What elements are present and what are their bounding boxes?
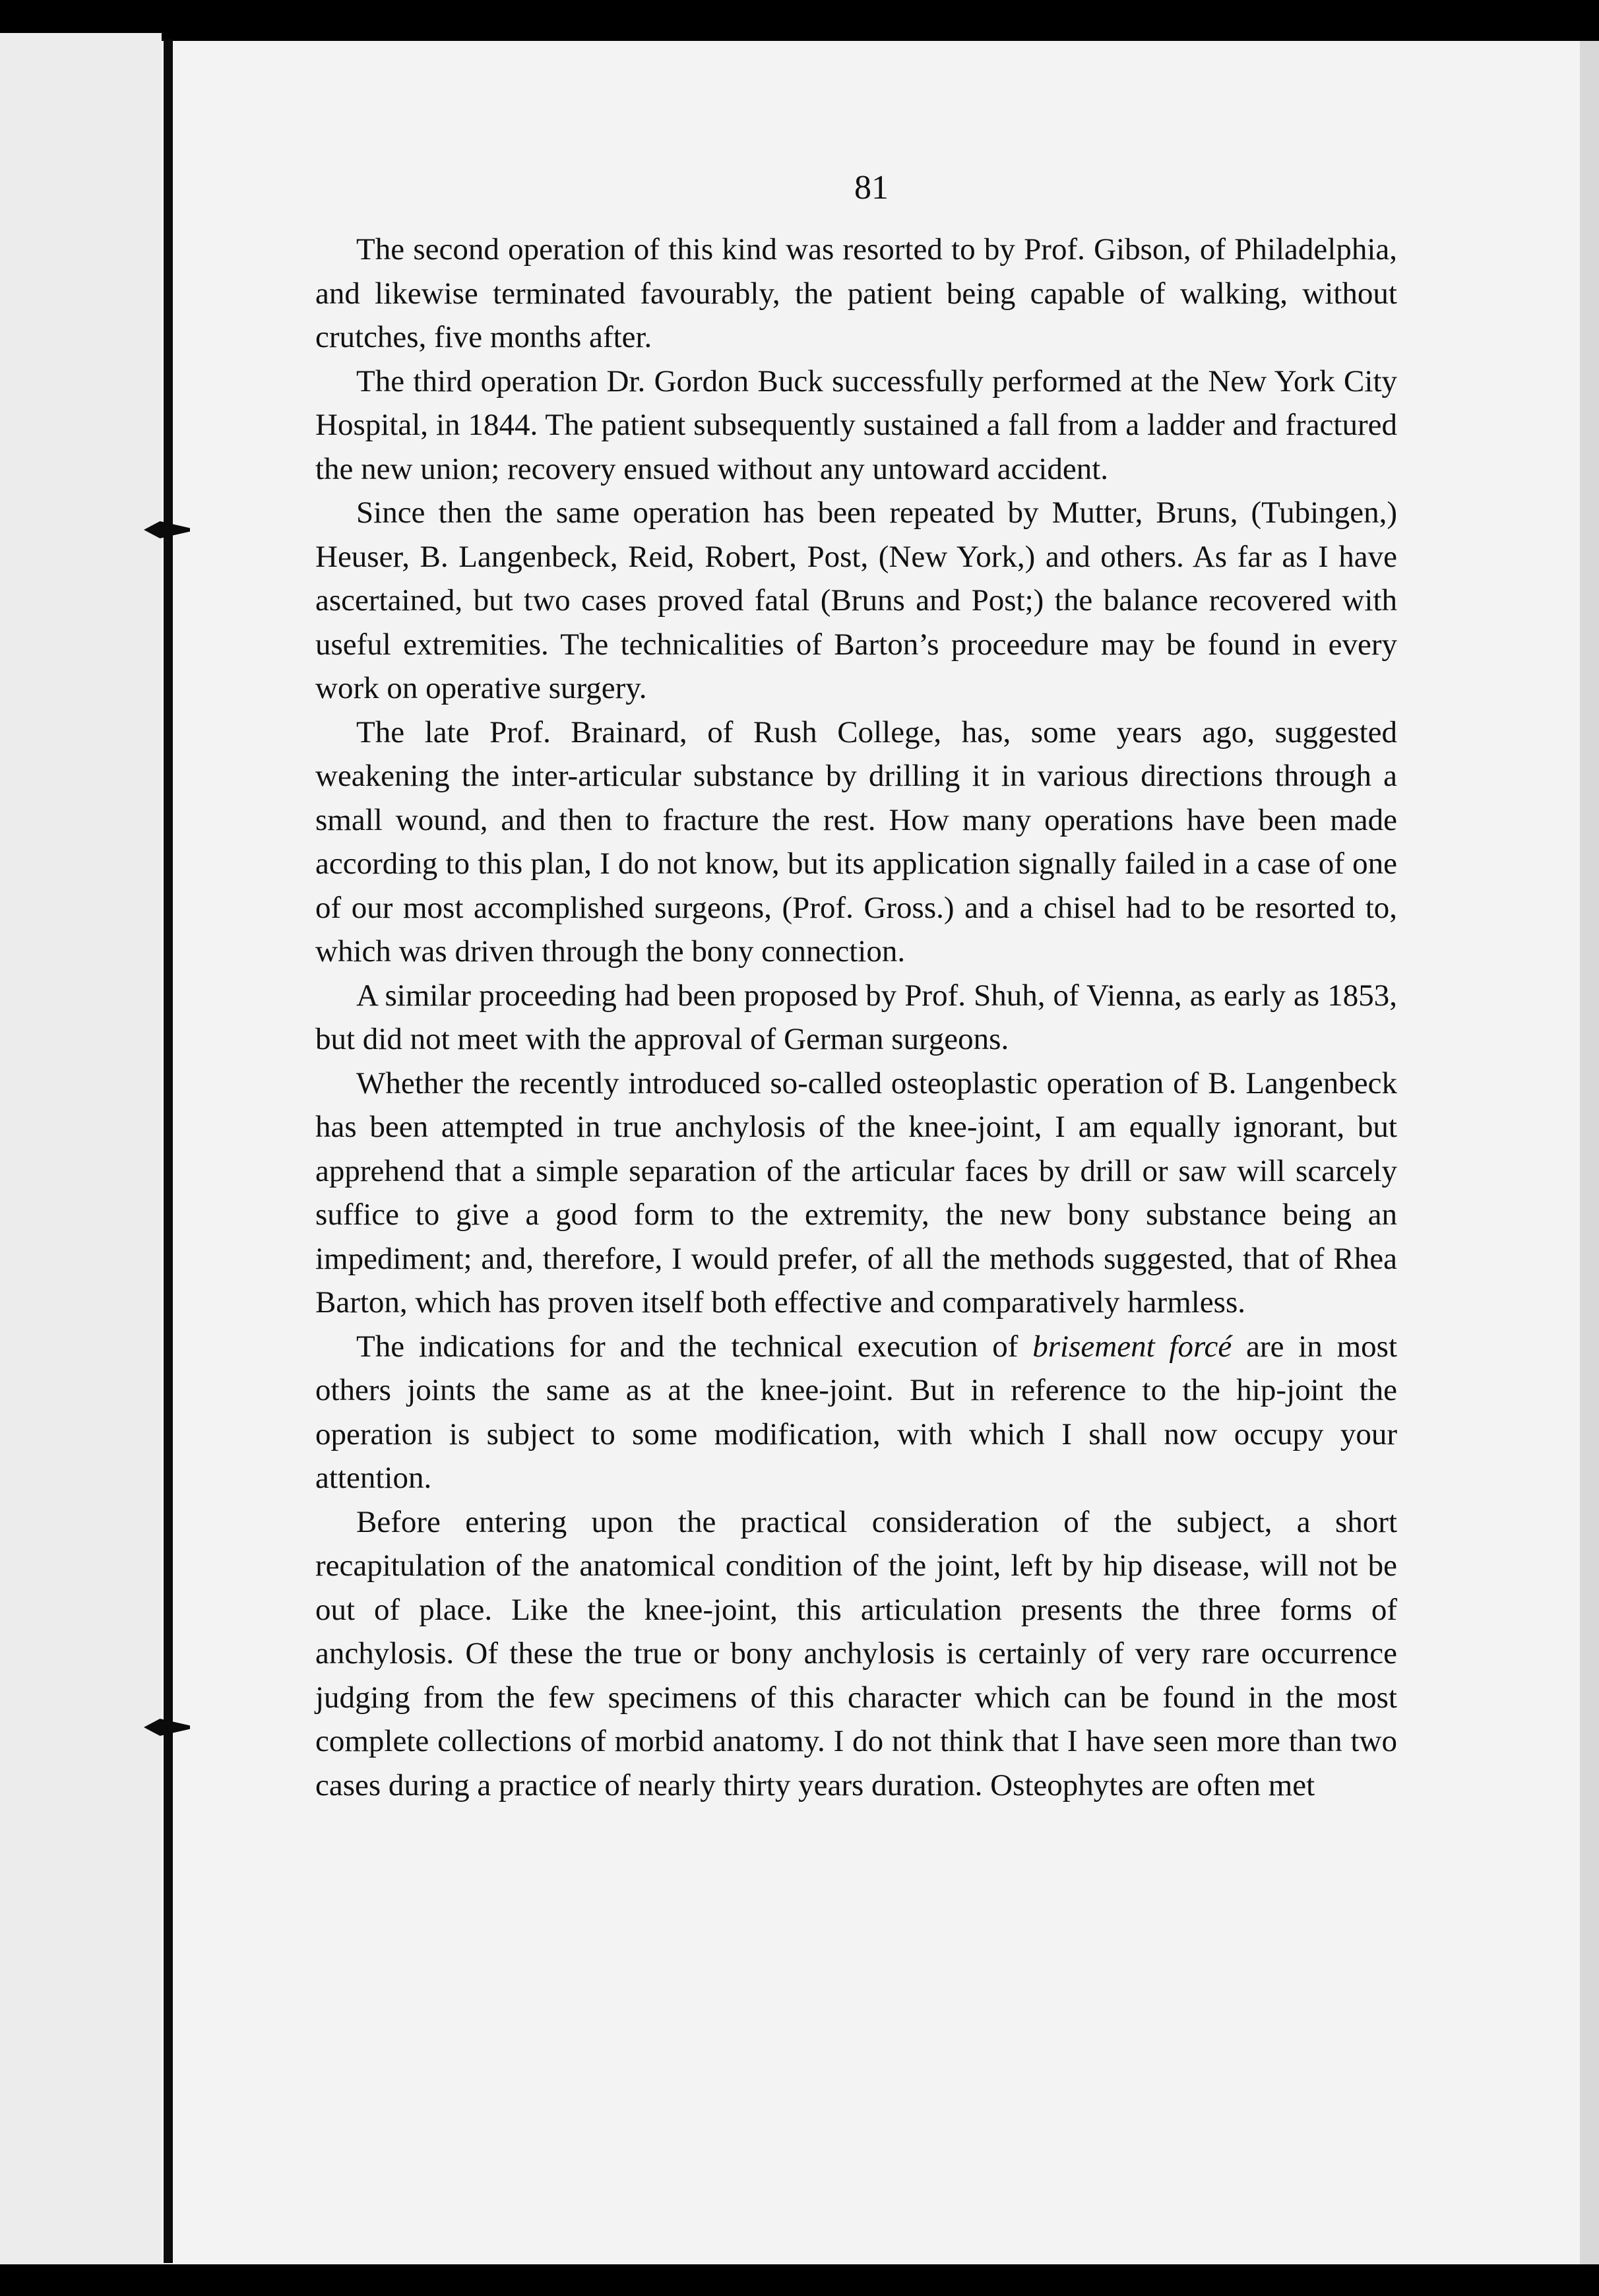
paragraph-text: are in most others joints the same as at the knee-joint. But in reference to the hip-joint the operation is subject to some modification, with which I shall now occupy your attention. (315, 1329, 1398, 1495)
paragraph: Before entering upon the practical consideration of the subject, a short recapitulation of the anatomical condition of the joint, left by hip disease, will not be out of place. Like the knee-joint, this articulation presents the three forms of anchylosis. Of these the true or bony anchylosis is certainly of very rare occurrence judging from the few specimens of this character which can be found in the most complete collections of morbid anatomy. I do not think that I have seen more than two cases during a practice of nearly thirty years duration. Osteophytes are often met (315, 1504, 1397, 1802)
paragraph: The second operation of this kind was resorted to by Prof. Gibson, of Philadelphia, and likewise terminated favourably, the patient being capable of walking, without crutches, five months after. (315, 232, 1397, 354)
paragraph: Since then the same operation has been repeated by Mutter, Bruns, (Tubingen,) Heuser, B. Langenbeck, Reid, Robert, Post, (New York,) and others. As far as I have ascertained, but two cases proved fatal (Bruns and Post;) the balance recovered with useful extremities. The technicalities of Barton’s proceedure may be found in every work on operative surgery. (315, 495, 1397, 705)
paragraph-brisement (315, 1325, 1397, 1500)
paragraph: The third operation Dr. Gordon Buck successfully performed at the New York City Hospital, in 1844. The patient subsequently sustained a fall from a ladder and fractured the new union; recovery ensued without any untoward accident. (315, 364, 1397, 486)
body-text (315, 228, 1397, 1807)
paragraph: Whether the recently introduced so-called osteoplastic operation of B. Langenbeck has been attempted in true anchylosis of the knee-joint, I am equally ignorant, but apprehend that a simple separation of the articular faces by drill or saw will scarcely suffice to give a good form to the extremity, the new bony substance being an impediment; and, therefore, I would prefer, of all the methods suggested, that of Rhea Barton, which has proven itself both effective and comparatively harmless. (315, 1066, 1397, 1320)
facing-page-edge (0, 33, 162, 2276)
paragraph: A similar proceeding had been proposed by Prof. Shuh, of Vienna, as early as 1853, but did not meet with the approval of German surgeons. (315, 978, 1397, 1056)
paragraph: The late Prof. Brainard, of Rush College, has, some years ago, suggested weakening the inter-articular substance by drilling it in various directions through a small wound, and then to fracture the rest. How many operations have been made according to this plan, I do not know, but its application signally failed in a case of one of our most accomplished surgeons, (Prof. Gross.) and a chisel had to be resorted to, which was driven through the bony connection. (315, 715, 1397, 969)
italic-term: brisement forcé (1032, 1329, 1232, 1364)
binding-spine (164, 40, 173, 2263)
page-right-edge (1580, 41, 1599, 2264)
paragraph-text: The indications for and the technical execution of (356, 1329, 1033, 1364)
scan-border (0, 2264, 1599, 2296)
page-number: 81 (854, 169, 889, 207)
